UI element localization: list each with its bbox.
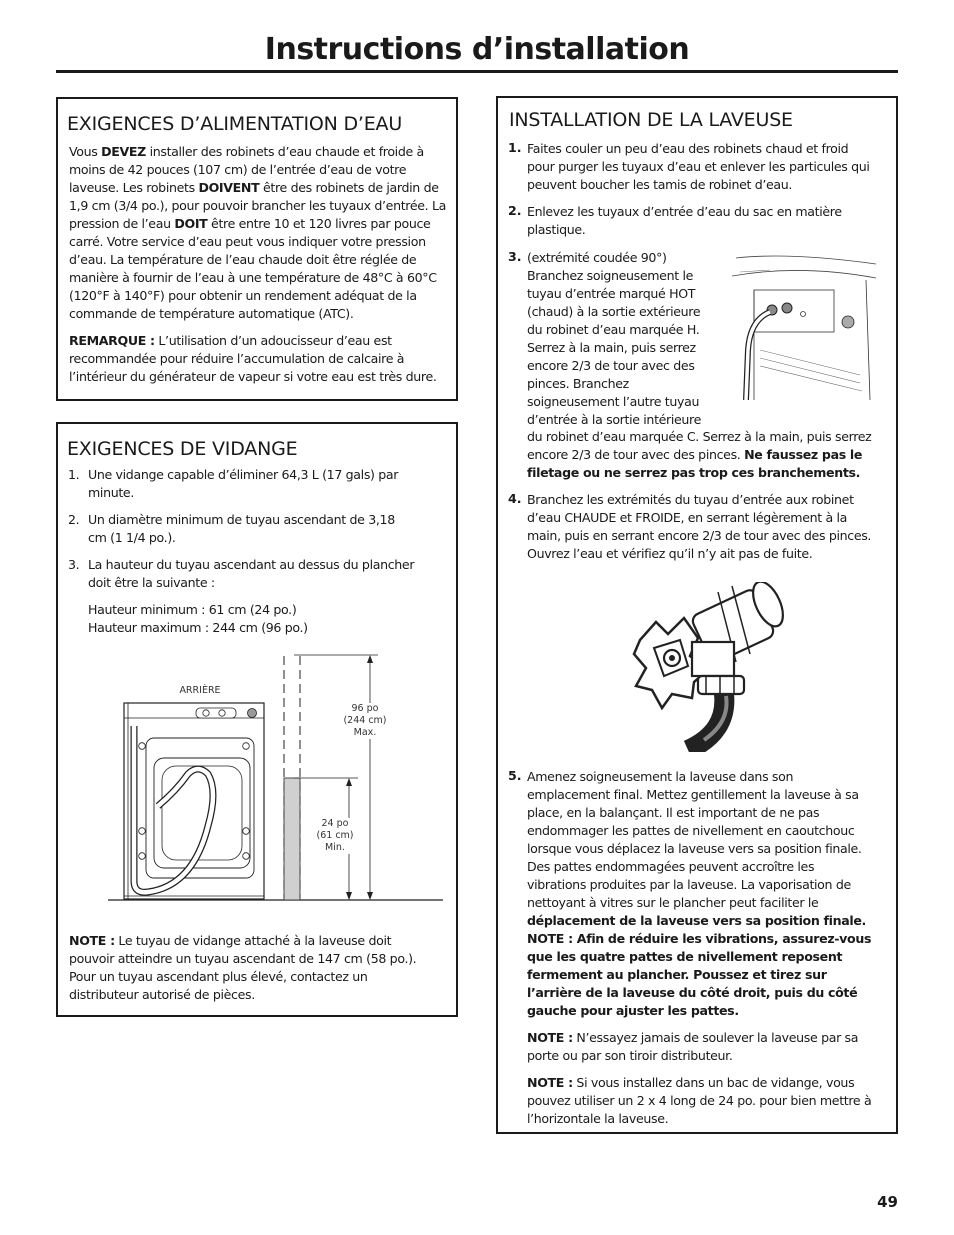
step-4: Branchez les extrémités du tuyau d’entrée aux robinet d’eau CHAUDE et FROIDE, en serrant légèrement à la main, puis en serrant encore 2/3 de tour avec des pinces. Ouvrez l’eau et vérifiez qu’il n’y ait pas de fuite. [527, 492, 872, 561]
page-number: 49 [877, 1193, 898, 1211]
water-paragraph-1 [69, 143, 451, 323]
step-num-1: 1. [508, 140, 522, 155]
step-num-5: 5. [508, 768, 522, 783]
text-run: Vous [69, 144, 102, 159]
emphasis: DOIT [174, 216, 208, 231]
text-run: installer des robinets d’eau chaude et froide à moins de 42 pouces (107 cm) de l’entrée d’eau de votre laveuse. Les robinets [69, 144, 424, 195]
max-height-label: 96 po (244 cm) Max. [338, 703, 392, 739]
water-supply-section [56, 97, 458, 401]
emphasis: Ne faussez pas le filetage ou ne serrez pas trop ces branchements. [527, 447, 863, 480]
text-run: être entre 10 et 120 livres par pouce carré. Votre service d’eau peut vous indiquer votre pression d’eau. La température de l’eau chaude doit être réglée de manière à fournir de l’eau à une température de 48°C à 60°C (120°F à 140°F) pour obtenir un rendement adéquat de la commande de température automatique (ATC). [69, 216, 437, 321]
install-note-1 [527, 1029, 872, 1065]
water-supply-text [69, 143, 451, 395]
install-section [496, 96, 898, 1134]
height-max: Hauteur maximum : 244 cm (96 po.) [88, 620, 308, 635]
text-run: être des robinets de jardin de 1,9 cm (3/4 po.), pour pouvoir brancher les tuyaux d’entrée. La pression de l’eau [69, 180, 446, 231]
step-1: Faites couler un peu d’eau des robinets chaud et froid pour purger les tuyaux d’eau et enlever les particules qui peuvent boucher les tamis de robinet d’eau. [527, 141, 870, 192]
emphasis: NOTE : [527, 1030, 573, 1045]
text-run: N’essayez jamais de soulever la laveuse par sa porte ou par son tiroir distributeur. [527, 1030, 859, 1063]
washer-rear-diagram-icon [58, 646, 458, 906]
install-heading: INSTALLATION DE LA LAVEUSE [509, 109, 793, 131]
height-min: Hauteur minimum : 61 cm (24 po.) [88, 602, 297, 617]
page-title: Instructions d’installation [264, 32, 690, 67]
emphasis: REMARQUE : [69, 333, 155, 348]
step-num-4: 4. [508, 491, 522, 506]
step-2: Enlevez les tuyaux d’entrée d’eau du sac en matière plastique. [527, 204, 842, 237]
text-run: L’utilisation d’un adoucisseur d’eau est recommandée pour réduire l’accumulation de calcaire à l’intérieur du générateur de vapeur si votre eau est très dure. [69, 333, 437, 384]
text-run: Amenez soigneusement la laveuse dans son emplacement final. Mettez gentillement la laveuse à sa place, en la balançant. Il est important de ne pas endommager les pattes de nivellement en caoutchouc lorsque vous déplacez la laveuse vers sa position finale. Des pattes endommagées peuvent accroître les vibrations produites par la laveuse. La vaporisation de nettoyant à vitres sur le plancher peut faciliter le [527, 769, 862, 910]
drain-item-3: La hauteur du tuyau ascendant au dessus du plancher doit être la suivante : [88, 557, 415, 590]
water-paragraph-2 [69, 332, 451, 386]
emphasis: DOIVENT [198, 180, 260, 195]
step-3-part-b [527, 428, 889, 482]
drain-num-1: 1. [68, 467, 80, 482]
text-run: Si vous installez dans un bac de vidange, vous pouvez utiliser un 2 x 4 long de 24 po. pour bien mettre à l’horizontale la laveuse. [527, 1075, 872, 1126]
emphasis: DEVEZ [101, 144, 146, 159]
drain-item-2: Un diamètre minimum de tuyau ascendant de 3,18 cm (1 1/4 po.). [88, 512, 395, 545]
emphasis: NOTE : [527, 1075, 573, 1090]
title-rule [56, 70, 898, 73]
drain-num-3: 3. [68, 557, 80, 572]
drain-item-1: Une vidange capable d’éliminer 64,3 L (17 gals) par minute. [88, 467, 399, 500]
water-supply-heading: EXIGENCES D’ALIMENTATION D’EAU [67, 113, 403, 135]
emphasis: NOTE : [69, 933, 115, 948]
drain-section [56, 422, 458, 1017]
install-note-2 [527, 1074, 872, 1128]
drain-num-2: 2. [68, 512, 80, 527]
min-height-label: 24 po (61 cm) Min. [314, 818, 356, 854]
step-num-3: 3. [508, 249, 522, 264]
faucet-connection-illustration-icon [730, 250, 880, 400]
step-num-2: 2. [508, 203, 522, 218]
valve-hose-illustration-icon [628, 582, 798, 752]
emphasis: déplacement de la laveuse vers sa position finale. NOTE : Afin de réduire les vibrations, assurez-vous que les quatre pattes de nivellement reposent fermement au plancher. Poussez et tirez sur l’arrière de la laveuse du côté droit, puis du côté gauche pour ajuster les pattes. [527, 913, 872, 1018]
text-run: Le tuyau de vidange attaché à la laveuse doit pouvoir atteindre un tuyau ascendant de 147 cm (58 po.). Pour un tuyau ascendant plus élevé, contactez un distributeur autorisé de pièces. [69, 933, 417, 1002]
text-run: du robinet d’eau marquée C. Serrez à la main, puis serrez encore 2/3 de tour avec des pinces. [527, 429, 872, 462]
step-5 [527, 768, 875, 1020]
drain-heading: EXIGENCES DE VIDANGE [67, 438, 298, 460]
drain-note [69, 932, 419, 1004]
step-3-part-a: (extrémité coudée 90°) Branchez soigneusement le tuyau d’entrée marqué HOT (chaud) à la sortie extérieure du robinet d’eau marquée H. Serrez à la main, puis serrez encore 2/3 de tour avec des pinces. Branchez soigneusement l’autre tuyau d’entrée à la sortie intérieure [527, 250, 702, 427]
rear-label: ARRIÈRE [179, 685, 221, 696]
